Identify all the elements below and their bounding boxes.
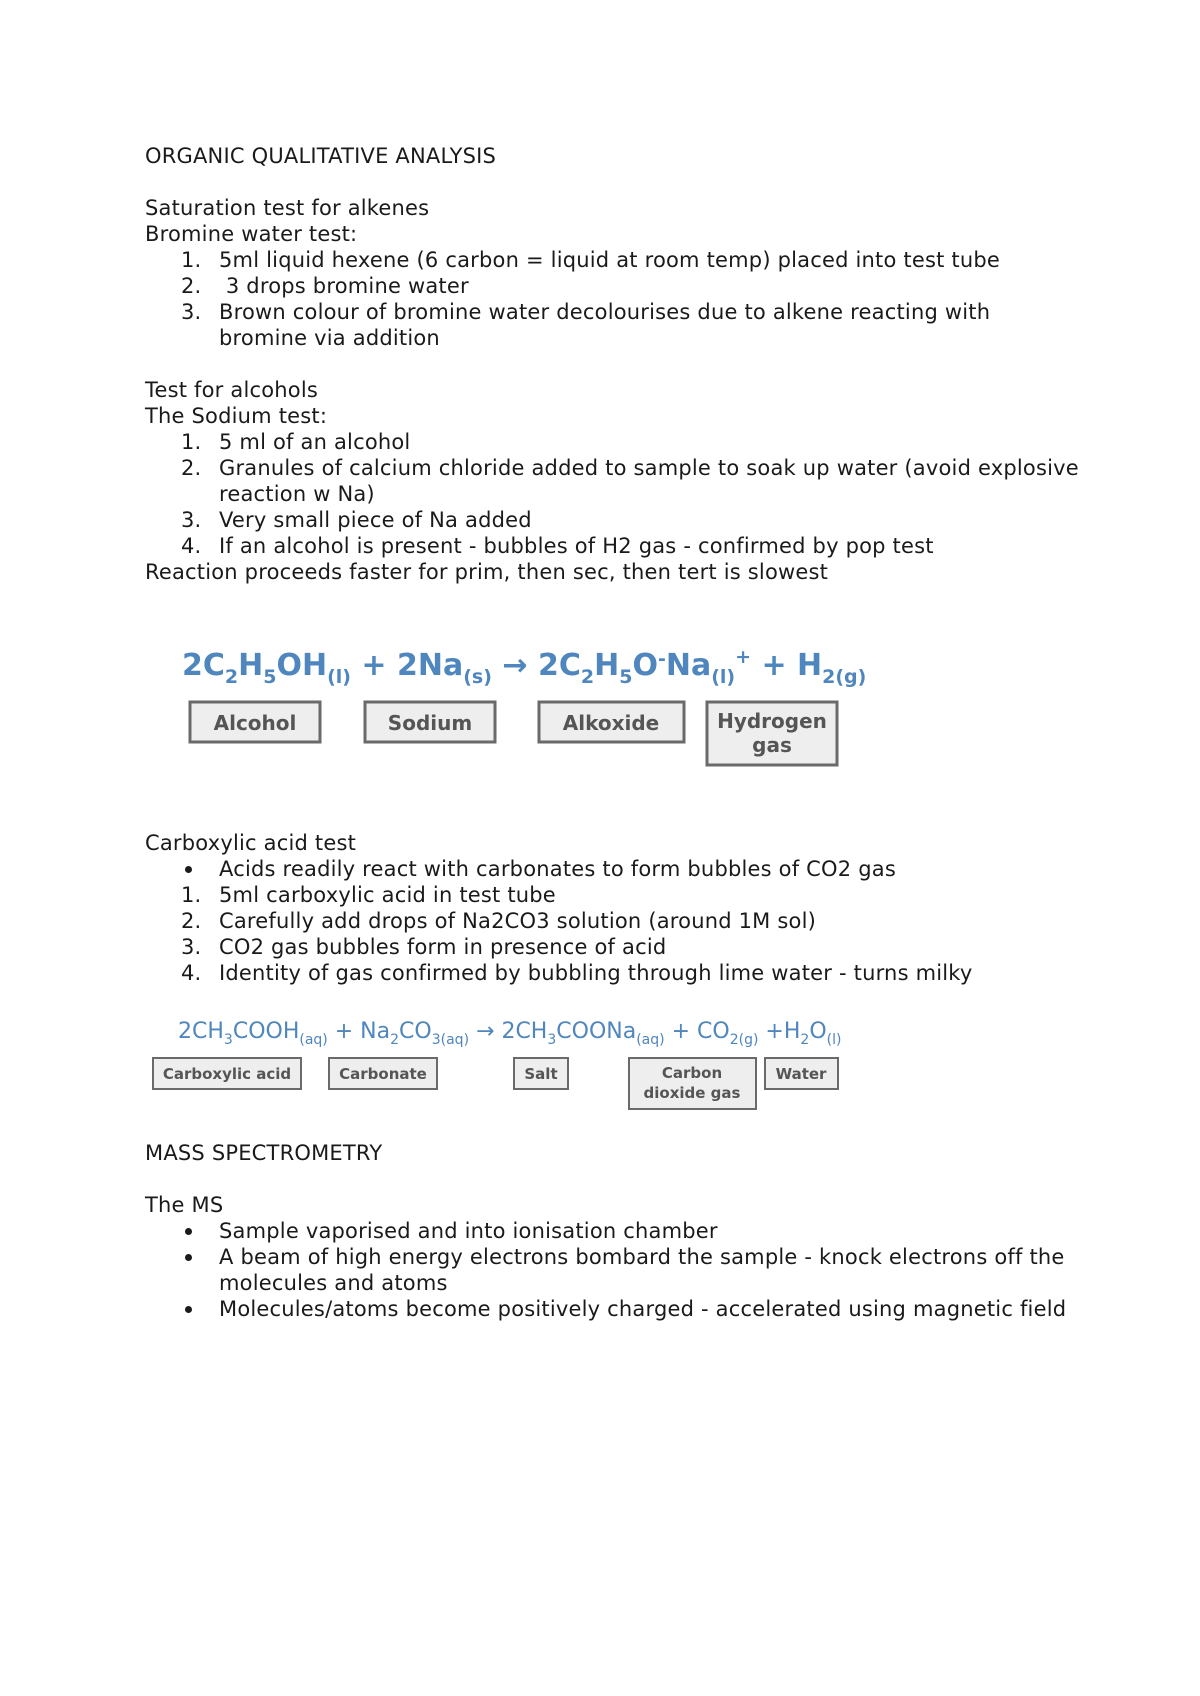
alcohols-subheading: The Sodium test: xyxy=(145,404,328,428)
list-text: If an alcohol is present - bubbles of H2 gas - confirmed by pop test xyxy=(219,534,934,558)
label-hydrogen: Hydrogen xyxy=(717,709,827,733)
ms-bullets xyxy=(145,1218,1085,1322)
list-item xyxy=(145,247,1085,273)
alcohols-heading: Test for alcohols xyxy=(145,378,319,402)
label-alkoxide: Alkoxide xyxy=(562,711,660,735)
label-salt: Salt xyxy=(524,1065,558,1083)
label-gas: gas xyxy=(752,733,792,757)
ms-heading: MASS SPECTROMETRY xyxy=(145,1141,383,1165)
saturation-heading: Saturation test for alkenes xyxy=(145,196,430,220)
list-number: 1. xyxy=(181,248,202,272)
list-text: 5ml liquid hexene (6 carbon = liquid at room temp) placed into test tube xyxy=(219,248,1000,272)
sodium-equation-figure xyxy=(182,640,867,770)
list-number: 3. xyxy=(181,935,202,959)
list-text: 5 ml of an alcohol xyxy=(219,430,411,454)
sodium-equation: $2C_2H_5OH_{(l)} + 2Na_{(s)} \to 2C_2H_5O^-Na_{(l)}^+ + H_{2(g)}$ xyxy=(182,646,867,688)
alcohols-steps xyxy=(145,429,1085,559)
ms-subheading: The MS xyxy=(145,1193,224,1217)
list-number: 1. xyxy=(181,883,202,907)
list-item xyxy=(145,533,1085,559)
label-dioxide-gas: dioxide gas xyxy=(643,1084,741,1102)
carboxylic-steps xyxy=(145,882,1085,986)
label-water: Water xyxy=(775,1065,827,1083)
list-item xyxy=(145,934,1085,960)
list-text: Very small piece of Na added xyxy=(219,508,532,532)
list-number: 3. xyxy=(181,300,202,324)
carboxylic-equation: $2CH_3COOH_{(aq)} + Na_2CO_{3(aq)}$ → $2CH_3COONa_{(aq)} + CO_{2(g)} +H_2O_{(l)}$ xyxy=(178,1019,842,1048)
list-item xyxy=(145,908,1085,934)
carboxylic-heading: Carboxylic acid test xyxy=(145,831,357,855)
carboxylic-bullets xyxy=(145,856,1085,882)
label-carbonate: Carbonate xyxy=(339,1065,427,1083)
saturation-steps xyxy=(145,247,1085,351)
list-item xyxy=(145,882,1085,908)
list-item xyxy=(145,1218,1085,1244)
alcohols-note: Reaction proceeds faster for prim, then sec, then tert is slowest xyxy=(145,560,829,584)
bullet-icon xyxy=(185,1254,192,1261)
list-item xyxy=(145,960,1085,986)
list-item xyxy=(145,1244,1085,1296)
list-text: 3 drops bromine water xyxy=(219,274,469,298)
bullet-icon xyxy=(185,1228,192,1235)
list-text: Sample vaporised and into ionisation chamber xyxy=(219,1219,718,1243)
list-number: 1. xyxy=(181,430,202,454)
list-number: 4. xyxy=(181,534,202,558)
label-carbon: Carbon xyxy=(661,1064,723,1082)
list-number: 2. xyxy=(181,909,202,933)
list-number: 3. xyxy=(181,508,202,532)
list-text: Granules of calcium chloride added to sample to soak up water (avoid explosive reaction w Na) xyxy=(219,456,1079,506)
list-text: CO2 gas bubbles form in presence of acid xyxy=(219,935,667,959)
list-item xyxy=(145,507,1085,533)
list-item xyxy=(145,455,1085,507)
label-alcohol: Alcohol xyxy=(213,711,297,735)
list-text: 5ml carboxylic acid in test tube xyxy=(219,883,556,907)
list-item xyxy=(145,856,1085,882)
label-sodium: Sodium xyxy=(387,711,473,735)
list-number: 4. xyxy=(181,961,202,985)
bullet-icon xyxy=(185,866,192,873)
list-item xyxy=(145,1296,1085,1322)
list-text: Acids readily react with carbonates to form bubbles of CO2 gas xyxy=(219,857,896,881)
page-title: ORGANIC QUALITATIVE ANALYSIS xyxy=(145,144,497,168)
list-number: 2. xyxy=(181,274,202,298)
list-item xyxy=(145,429,1085,455)
list-text: Molecules/atoms become positively charged - accelerated using magnetic field xyxy=(219,1297,1067,1321)
list-text: Brown colour of bromine water decolourises due to alkene reacting with bromine via addition xyxy=(219,300,991,350)
bullet-icon xyxy=(185,1306,192,1313)
list-item xyxy=(145,299,1085,351)
label-carboxylic-acid: Carboxylic acid xyxy=(162,1065,292,1083)
list-number: 2. xyxy=(181,456,202,480)
carboxylic-equation-figure xyxy=(150,1008,850,1120)
list-text: Identity of gas confirmed by bubbling through lime water - turns milky xyxy=(219,961,973,985)
saturation-subheading: Bromine water test: xyxy=(145,222,358,246)
list-text: A beam of high energy electrons bombard the sample - knock electrons off the molecules and atoms xyxy=(219,1245,1065,1295)
list-text: Carefully add drops of Na2CO3 solution (around 1M sol) xyxy=(219,909,816,933)
list-item xyxy=(145,273,1085,299)
